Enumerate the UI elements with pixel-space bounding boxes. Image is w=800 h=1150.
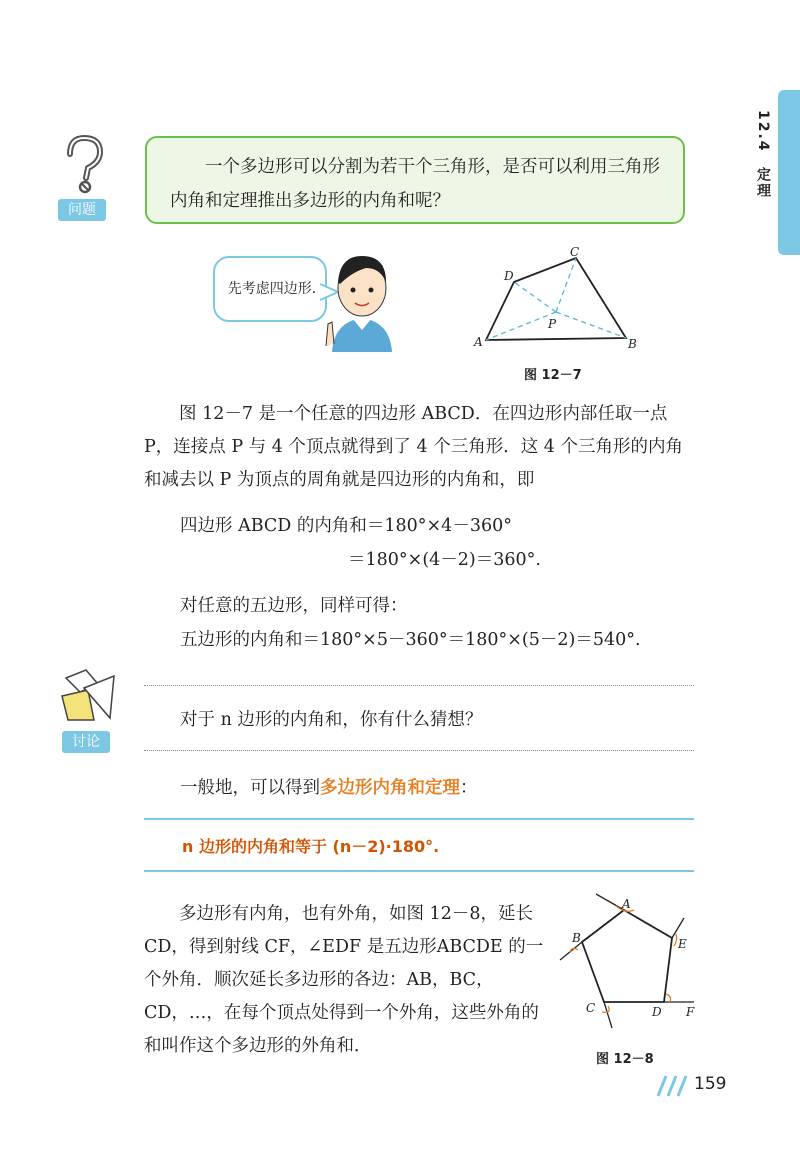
fig2-label-c: C [586, 1001, 596, 1015]
fig2-label-e: E [678, 937, 687, 951]
figure-12-7-caption: 图 12－7 [524, 368, 582, 383]
theorem-top-rule [144, 818, 694, 820]
discuss-shapes-icon [58, 668, 116, 724]
equation-quadrilateral-line2: ＝180°×(4－2)＝360°. [348, 550, 541, 570]
theorem-statement: n 边形的内角和等于 (n－2)·180°. [182, 837, 440, 856]
fig1-label-d: D [504, 269, 514, 283]
discuss-text: 对于 n 边形的内角和，你有什么猜想？ [180, 710, 483, 730]
fig2-label-b: B [572, 931, 581, 945]
fig2-label-f: F [686, 1005, 695, 1019]
bubble-text: 先考虑四边形. [227, 281, 317, 297]
equation-pentagon: 五边形的内角和＝180°×5－360°＝180°×(5－2)＝540°. [180, 630, 641, 650]
fig1-label-a: A [474, 335, 483, 349]
page-number: 159 [694, 1074, 727, 1094]
figure-12-8-caption: 图 12－8 [596, 1052, 654, 1067]
discuss-badge: 讨论 [62, 731, 110, 753]
discuss-bottom-divider [144, 750, 694, 751]
fig2-label-a: A [622, 897, 631, 911]
fig1-label-p: P [548, 317, 557, 331]
fig1-label-c: C [570, 246, 580, 259]
fig1-label-b: B [628, 337, 637, 351]
theorem-name: 多边形内角和定理 [320, 778, 460, 798]
paragraph-quadrilateral: 图 12－7 是一个任意的四边形 ABCD．在四边形内部任取一点 P，连接点 P 与 4 个顶点就得到了 4 个三角形．这 4 个三角形的内角和减去以 P 为顶点的周角就是四边形的内角和，即 [144, 404, 683, 490]
boy-illustration-icon [322, 248, 402, 352]
discuss-top-divider [144, 685, 694, 686]
question-mark-icon [58, 132, 108, 197]
page-stripes-icon [654, 1074, 694, 1098]
side-tab-label [752, 110, 774, 199]
figure-12-7-quadrilateral [470, 246, 640, 356]
question-badge: 问题 [58, 199, 106, 221]
section-title: 定理 [755, 167, 771, 200]
equation-quadrilateral-line1: 四边形 ABCD 的内角和＝180°×4－360° [180, 516, 512, 536]
side-tab [778, 90, 800, 255]
theorem-bottom-rule [144, 870, 694, 872]
section-number: 12.4 [755, 110, 771, 153]
paragraph-exterior-angles: 多边形有内角，也有外角，如图 12－8，延长 CD，得到射线 CF，∠EDF 是五边形ABCDE 的一个外角．顺次延长多边形的各边：AB，BC，CD，…，在每个顶点处得到一个外角，这些外角的和叫作这个多边形的外角和． [144, 904, 544, 1056]
question-text: 一个多边形可以分割为若干个三角形，是否可以利用三角形内角和定理推出多边形的内角和呢？ [170, 157, 660, 211]
paragraph-pentagon: 对任意的五边形，同样可得： [180, 596, 408, 616]
general-prefix: 一般地，可以得到 [180, 778, 320, 798]
paragraph-general [180, 772, 478, 805]
figure-12-8-pentagon [556, 888, 706, 1030]
fig2-label-d: D [652, 1005, 662, 1019]
general-suffix: ： [460, 778, 478, 798]
